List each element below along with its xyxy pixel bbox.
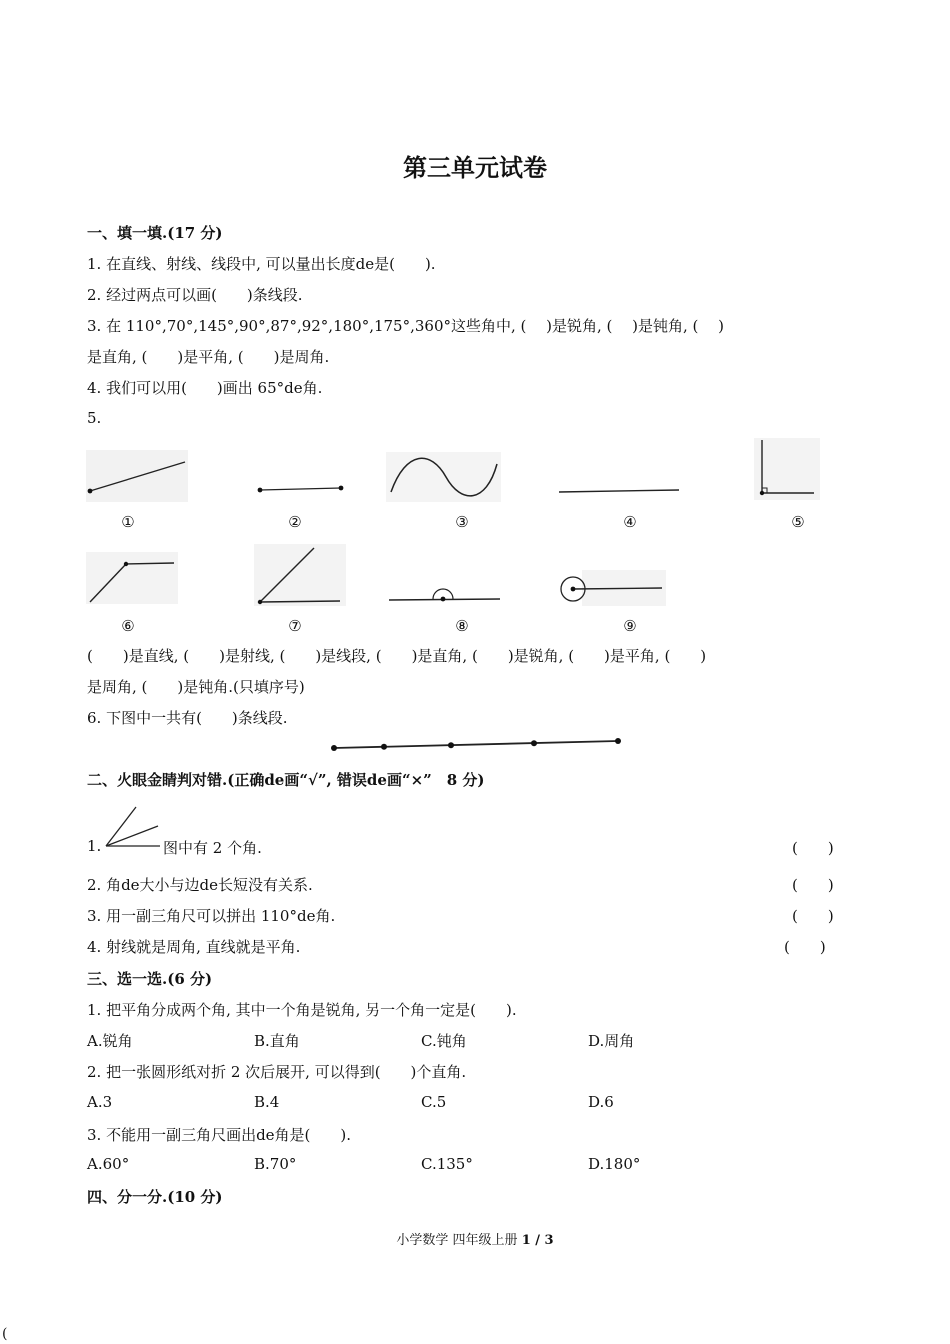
figure-segment [255,476,345,498]
choice-question-1: 1. 把平角分成两个角, 其中一个角是锐角, 另一个角一定是( ). [87,1001,517,1019]
figure-label-1: ① [121,513,135,531]
figure-obtuse-angle [86,552,178,604]
figure-segments-line [326,734,626,754]
choice-3-option-a[interactable]: A.60° [87,1155,130,1173]
section-3-heading: 三、选一选.(6 分) [87,970,213,988]
choice-question-3: 3. 不能用一副三角尺画出de角是( ). [87,1126,352,1144]
question-1-5: 5. [87,409,102,427]
figure-label-6: ⑥ [121,617,135,635]
judge-answer-2[interactable]: ( ) [792,876,834,894]
judge-answer-1[interactable]: ( ) [792,839,834,857]
figure-curve [386,452,501,502]
question-1-5b: 是周角, ( )是钝角.(只填序号) [87,678,305,696]
choice-3-option-b[interactable]: B.70° [254,1155,297,1173]
figure-label-3: ③ [455,513,469,531]
question-1-2: 2. 经过两点可以画( )条线段. [87,286,303,304]
footer-text: 小学数学 四年级上册 [396,1233,522,1248]
choice-question-2: 2. 把一张圆形纸对折 2 次后展开, 可以得到( )个直角. [87,1063,467,1081]
judge-item-1-number: 1. [87,837,102,855]
section-4-heading: 四、分一分.(10 分) [87,1188,223,1206]
figure-label-2: ② [288,513,302,531]
question-1-1: 1. 在直线、射线、线段中, 可以量出长度de是( ). [87,255,436,273]
judge-item-4: 4. 射线就是周角, 直线就是平角. [87,938,301,956]
figure-label-9: ⑨ [623,617,637,635]
figure-label-5: ⑤ [791,513,805,531]
choice-1-option-a[interactable]: A.锐角 [87,1032,133,1050]
judge-answer-3[interactable]: ( ) [792,907,834,925]
figure-ray [86,450,188,502]
choice-2-option-c[interactable]: C.5 [421,1093,447,1111]
section-1-heading: 一、填一填.(17 分) [87,224,223,242]
judge-item-3: 3. 用一副三角尺可以拼出 110°de角. [87,907,336,925]
figure-line [555,480,683,500]
question-1-5a: ( )是直线, ( )是射线, ( )是线段, ( )是直角, ( )是锐角, ( )是平角, ( ) [87,647,707,665]
figure-acute-angle [254,544,346,606]
figure-label-4: ④ [623,513,637,531]
choice-2-option-b[interactable]: B.4 [254,1093,280,1111]
question-1-4: 4. 我们可以用( )画出 65°de角. [87,379,323,397]
choice-2-option-a[interactable]: A.3 [87,1093,113,1111]
question-1-3a: 3. 在 110°,70°,145°,90°,87°,92°,180°,175°,360°这些角中, ( )是锐角, ( )是钝角, ( ) [87,317,725,335]
choice-2-option-d[interactable]: D.6 [588,1093,614,1111]
figure-two-angles [102,804,162,852]
edge-mark: ( [2,1326,8,1342]
question-1-3b: 是直角, ( )是平角, ( )是周角. [87,348,330,366]
page-footer [0,1229,950,1248]
choice-1-option-c[interactable]: C.钝角 [421,1032,467,1050]
choice-1-option-b[interactable]: B.直角 [254,1032,300,1050]
judge-answer-4[interactable]: ( ) [784,938,826,956]
judge-item-1-text: 图中有 2 个角. [163,839,262,857]
choice-3-option-d[interactable]: D.180° [588,1155,641,1173]
figure-straight-angle [386,582,504,606]
page-number: 1 / 3 [521,1233,554,1248]
figure-label-8: ⑧ [455,617,469,635]
figure-label-7: ⑦ [288,617,302,635]
figure-full-angle [556,570,666,606]
judge-item-2: 2. 角de大小与边de长短没有关系. [87,876,313,894]
question-1-6: 6. 下图中一共有( )条线段. [87,709,288,727]
section-2-heading: 二、火眼金睛判对错.(正确de画“√”, 错误de画“×” 8 分) [87,771,485,789]
choice-3-option-c[interactable]: C.135° [421,1155,473,1173]
figure-right-angle [754,438,820,500]
page-title: 第三单元试卷 [403,153,547,182]
choice-1-option-d[interactable]: D.周角 [588,1032,635,1050]
